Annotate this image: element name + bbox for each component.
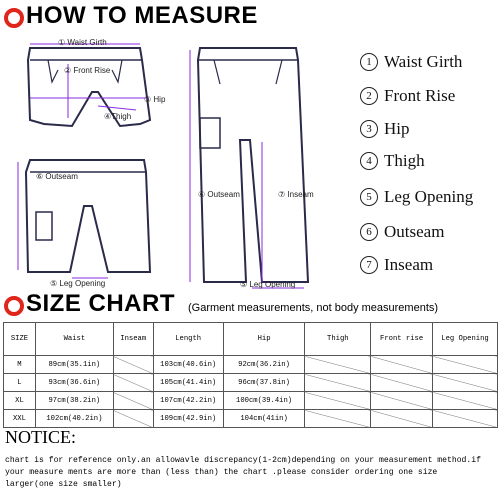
- cell-size: L: [4, 374, 36, 392]
- cell-front-rise-empty: [371, 392, 433, 410]
- cell-inseam-empty: [113, 392, 153, 410]
- cell-inseam-empty: [113, 356, 153, 374]
- cell-front-rise-empty: [371, 410, 433, 428]
- cell-front-rise-empty: [371, 374, 433, 392]
- section-marker-icon: [4, 8, 24, 28]
- cell-thigh-empty: [305, 410, 371, 428]
- cell-hip: 92cm(36.2in): [223, 356, 305, 374]
- long-inseam-label: ⑦ Inseam: [278, 190, 314, 199]
- cell-size: XL: [4, 392, 36, 410]
- header-front-rise: Front rise: [371, 323, 433, 356]
- shorts-front-diagram: [0, 30, 360, 290]
- legend-item-front-rise: 2 Front Rise: [360, 86, 455, 106]
- cell-waist: 93cm(36.6in): [35, 374, 113, 392]
- cell-length: 109cm(42.9in): [153, 410, 223, 428]
- cell-leg-opening-empty: [433, 356, 498, 374]
- cell-waist: 97cm(38.2in): [35, 392, 113, 410]
- cell-thigh-empty: [305, 392, 371, 410]
- cell-hip: 100cm(39.4in): [223, 392, 305, 410]
- cell-size: M: [4, 356, 36, 374]
- table-header-row: [4, 323, 498, 356]
- size-chart-table: [3, 322, 498, 428]
- cell-hip: 104cm(41in): [223, 410, 305, 428]
- cell-inseam-empty: [113, 410, 153, 428]
- short-leg-opening-label: ⑤ Leg Opening: [50, 279, 106, 288]
- cell-inseam-empty: [113, 374, 153, 392]
- legend-item-hip: 3 Hip: [360, 119, 410, 139]
- hip-label: ③ Hip: [144, 95, 166, 104]
- table-row: [4, 392, 498, 410]
- front-rise-label: ② Front Rise: [64, 66, 111, 75]
- header-inseam: Inseam: [113, 323, 153, 356]
- short-outseam-label: ⑥ Outseam: [36, 172, 78, 181]
- size-chart-title: SIZE CHART: [26, 290, 175, 317]
- header-length: Length: [153, 323, 223, 356]
- long-outseam-label: ⑥ Outseam: [198, 190, 240, 199]
- legend-item-leg-opening: 5 Leg Opening: [360, 187, 473, 207]
- cell-hip: 96cm(37.8in): [223, 374, 305, 392]
- thigh-label: ④Thigh: [104, 112, 132, 121]
- notice-title: NOTICE:: [5, 427, 76, 447]
- cell-leg-opening-empty: [433, 374, 498, 392]
- section-marker-icon: [4, 296, 24, 316]
- header-leg-opening: Leg Opening: [433, 323, 498, 356]
- long-leg-opening-label: ⑤ Leg Opening: [240, 280, 296, 289]
- table-row: [4, 374, 498, 392]
- cell-leg-opening-empty: [433, 410, 498, 428]
- header-hip: Hip: [223, 323, 305, 356]
- cell-thigh-empty: [305, 374, 371, 392]
- cell-length: 105cm(41.4in): [153, 374, 223, 392]
- cell-length: 107cm(42.2in): [153, 392, 223, 410]
- waist-girth-label: ① Waist Girth: [58, 38, 107, 47]
- notice-line-2: your measure ments are more than (less than) the chart .please consider ordering one size: [5, 468, 438, 477]
- table-row: [4, 410, 498, 428]
- cell-waist: 102cm(40.2in): [35, 410, 113, 428]
- legend-item-thigh: 4 Thigh: [360, 151, 425, 171]
- cell-size: XXL: [4, 410, 36, 428]
- legend-item-outseam: 6 Outseam: [360, 222, 444, 242]
- legend-item-waist-girth: 1 Waist Girth: [360, 52, 462, 72]
- cell-thigh-empty: [305, 356, 371, 374]
- header-thigh: Thigh: [305, 323, 371, 356]
- how-to-measure-title: HOW TO MEASURE: [26, 2, 258, 29]
- size-chart-subtitle: (Garment measurements, not body measurements): [188, 302, 439, 314]
- header-waist: Waist: [35, 323, 113, 356]
- legend-item-inseam: 7 Inseam: [360, 255, 433, 275]
- header-size: SIZE: [4, 323, 36, 356]
- cell-length: 103cm(40.6in): [153, 356, 223, 374]
- notice-line-3: larger(one size smaller): [5, 480, 122, 489]
- table-row: [4, 356, 498, 374]
- cell-leg-opening-empty: [433, 392, 498, 410]
- cell-front-rise-empty: [371, 356, 433, 374]
- notice-line-1: chart is for reference only.an allowavle discrepancy(1-2cm)depending on your measurement method.if: [5, 456, 481, 465]
- cell-waist: 89cm(35.1in): [35, 356, 113, 374]
